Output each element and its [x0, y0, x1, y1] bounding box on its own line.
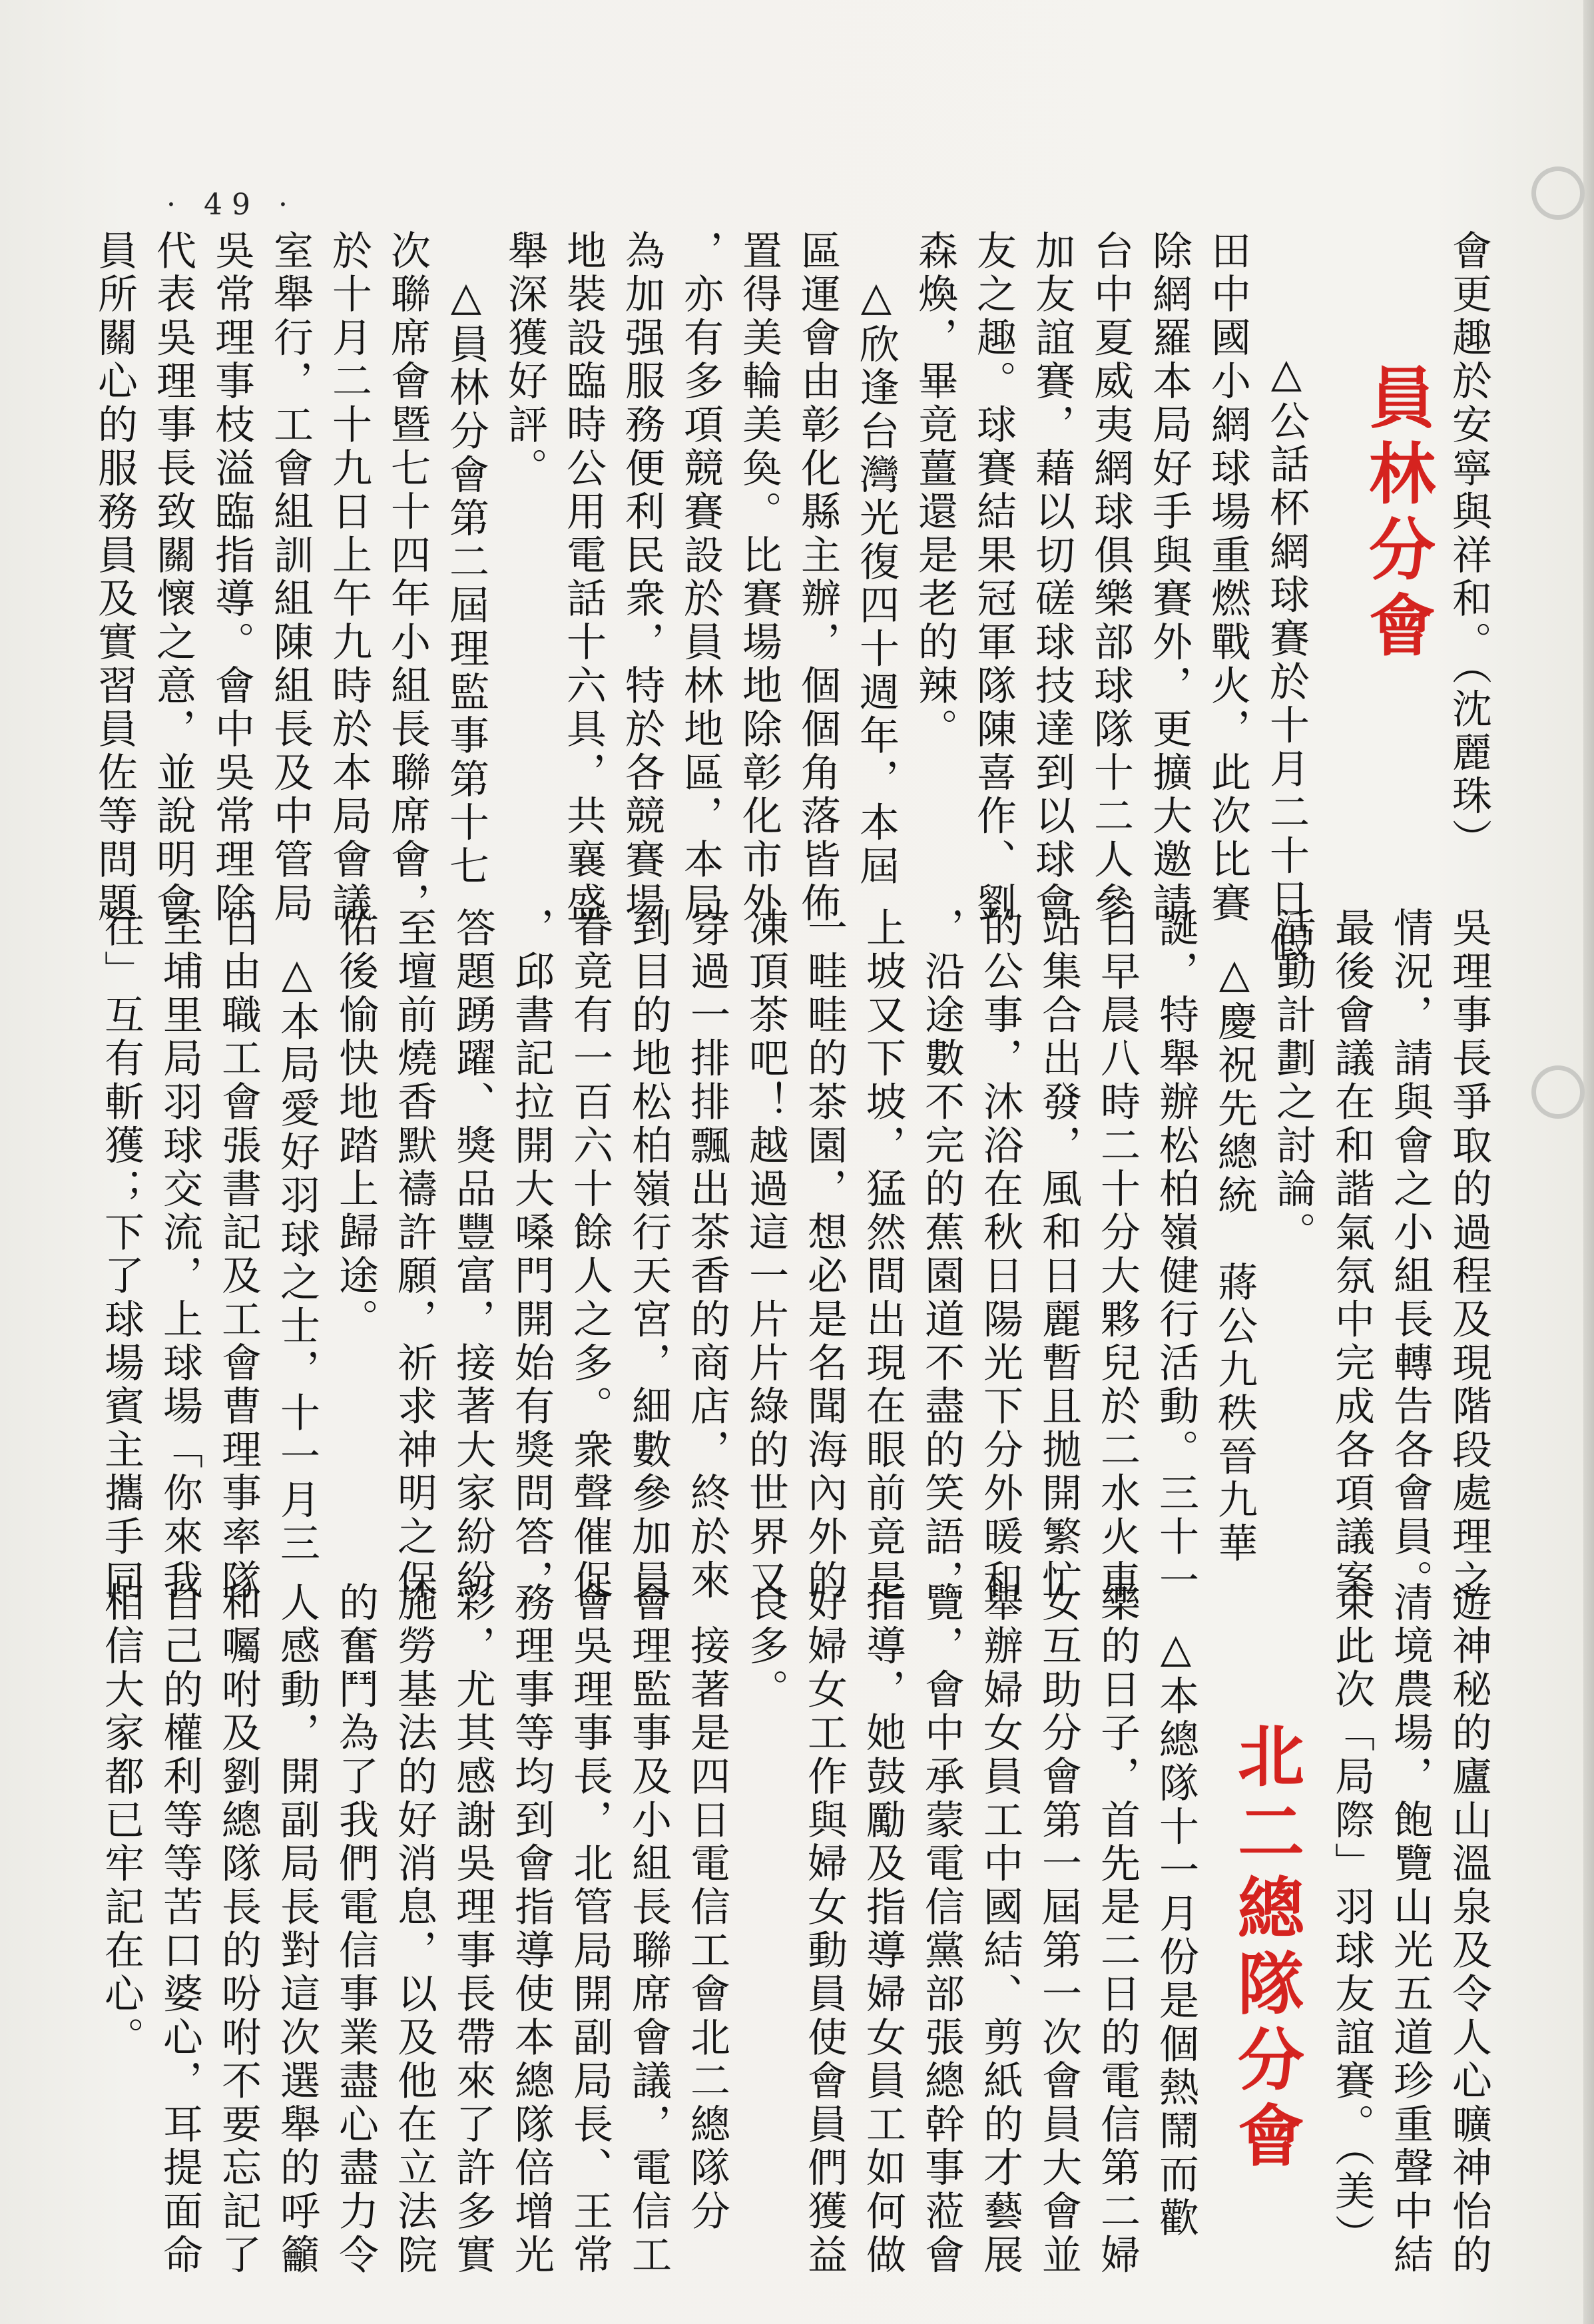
section-heading-north2: 北二總隊分會 [1226, 1721, 1304, 2177]
text-column: 會理監事及小組長聯席會議，電信工 [625, 1582, 672, 2277]
text-column: 接著是四日電信工會北二總隊分 [684, 1582, 730, 2234]
text-column: 遊神秘的廬山溫泉及令人心曠神怡的 [1446, 1582, 1492, 2277]
text-column: 為加强服務便利民衆，特於各競賽場 [619, 230, 665, 926]
text-column: △本總隊十一月份是個熱鬧而歡 [1153, 1582, 1199, 2241]
text-column: 一畦畦的茶園，想必是名聞海內外的 [801, 907, 848, 1603]
text-column: 指導，她鼓勵及指導婦女員工如何做 [860, 1582, 906, 2277]
text-column: 的奮鬥為了我們電信事業盡心盡力令 [332, 1582, 379, 2277]
text-column: 吳理事長爭取的過程及現階段處理之 [1446, 907, 1492, 1603]
text-column: 至壇前燒香默禱許願，祈求神明之保 [391, 907, 437, 1603]
text-column: 最後會議在和諧氣氛中完成各項議案 [1328, 907, 1375, 1603]
text-column: 日由職工會張書記及工會曹理事率隊 [215, 907, 262, 1603]
text-column: 會更趣於安寧與祥和。（沈麗珠） [1446, 230, 1492, 862]
text-column: 台中夏威夷網球俱樂部球隊十二人參 [1087, 230, 1134, 926]
text-column: △公話杯網球賽於十月二十日假 [1263, 306, 1310, 966]
binding-ring [1531, 1065, 1585, 1119]
text-column: 會吳理事長，北管局開副局長、王常 [567, 1582, 613, 2277]
text-column: 彩，尤其感謝吳理事長帶來了許多實 [449, 1582, 496, 2277]
text-column: 自己的權利等等苦口婆心，耳提面命 [156, 1582, 203, 2277]
text-column: 到目的地松柏嶺行天宮，細數參加員 [625, 907, 672, 1603]
text-column: 女互助分會第一屆第一次會員大會並 [1035, 1582, 1082, 2277]
text-column: 室舉行，工會組訓組陳組長及中管局 [267, 230, 314, 926]
text-column: 舉深獲好評。 [501, 230, 548, 491]
text-column: 束此次「局際」羽球友誼賽。（美） [1328, 1582, 1375, 2257]
text-column: 好婦女工作與婦女動員使會員們獲益 [801, 1582, 848, 2277]
text-column: 往」互有斬獲；下了球場賓主攜手同 [98, 907, 144, 1603]
text-column: ，沿途數不完的蕉園道不盡的笑語， [918, 907, 965, 1603]
text-column: 活動計劃之討論。 [1270, 907, 1316, 1255]
text-column: 和囑咐及劉總隊長的吩咐不要忘記了 [215, 1582, 262, 2277]
text-column: △本局愛好羽球之士，十一月三 [274, 907, 320, 1566]
text-column: 良多。 [742, 1582, 789, 1712]
text-column: 舉辦婦女員工中國結、剪紙的才藝展 [977, 1582, 1023, 2277]
text-column: 人感動，開副局長對這次選舉的呼籲 [274, 1582, 320, 2277]
text-column: ，邱書記拉開大嗓門開始有獎問答， [508, 907, 555, 1603]
text-column: 覽，會中承蒙電信黨部張總幹事蒞會 [918, 1582, 965, 2277]
text-column: △欣逢台灣光復四十週年，本屆 [853, 230, 900, 889]
text-column: 施勞基法的好消息，以及他在立法院 [391, 1582, 437, 2277]
text-column: 答題踴躍、獎品豐富，接著大家紛紛 [449, 907, 496, 1603]
page-edge [1583, 0, 1594, 2324]
page-number: · 49 · [166, 188, 297, 222]
text-column: 誕，特舉辦松柏嶺健行活動。三十一 [1153, 907, 1199, 1603]
text-column: △慶祝先總統 蔣公九秩晉九華 [1211, 907, 1258, 1566]
text-column: 員所關心的服務員及實習員佐等問題 [91, 230, 138, 926]
text-column: 代表吳理事長致關懷之意，並說明會 [150, 230, 196, 926]
section-heading-yuanlin: 員林分會 [1358, 363, 1436, 667]
text-column: 情況，請與會之小組長轉告各會員。 [1387, 907, 1434, 1603]
text-column: 區運會由彰化縣主辦，個個角落皆佈 [794, 230, 841, 926]
text-column: 除網羅本局好手與賽外，更擴大邀請 [1146, 230, 1193, 926]
binding-ring [1531, 166, 1585, 220]
text-column: 相信大家都已牢記在心。 [98, 1582, 144, 2060]
text-column: 地裝設臨時公用電話十六具，共襄盛 [560, 230, 607, 926]
text-column: ，亦有多項競賽設於員林地區，本局 [677, 230, 724, 926]
text-column: 友之趣。球賽結果冠軍隊陳喜作、劉 [970, 230, 1017, 926]
text-column: 於十月二十九日上午九時於本局會議 [326, 230, 372, 926]
text-column: 上坡又下坡，猛然間出現在眼前竟是 [860, 907, 906, 1603]
text-column: 樂的日子，首先是二日的電信第二婦 [1094, 1582, 1141, 2277]
text-column: 清境農場，飽覽山光五道珍重聲中結 [1387, 1582, 1434, 2277]
text-column: 凍頂茶吧！越過這一片片綠的世界又 [742, 907, 789, 1603]
text-column: 佑後愉快地踏上歸途。 [332, 907, 379, 1342]
text-column: 穿過一排排飄出茶香的商店，終於來 [684, 907, 730, 1603]
text-column: 次聯席會暨七十四年小組長聯席會， [384, 230, 431, 926]
text-column: 吳常理事枝溢臨指導。會中吳常理除 [208, 230, 255, 926]
text-column: 務理事等均到會指導使本總隊倍增光 [508, 1582, 555, 2277]
text-column: △員林分會第二屆理監事第十七 [443, 230, 489, 889]
text-column: 的公事，沐浴在秋日陽光下分外暖和 [977, 907, 1023, 1603]
text-column: 日早晨八時二十分大夥兒於二水火車 [1094, 907, 1141, 1603]
text-column: 眷竟有一百六十餘人之多。衆聲催促 [567, 907, 613, 1603]
text-column: 置得美輪美奐。比賽場地除彰化市外 [736, 230, 782, 926]
text-column: 田中國小網球場重燃戰火，此次比賽 [1204, 230, 1251, 926]
text-column: 加友誼賽，藉以切磋球技達到以球會 [1029, 230, 1075, 926]
text-column: 至埔里局羽球交流，上球場「你來我 [156, 907, 203, 1603]
text-column: 森煥，畢竟薑還是老的辣。 [912, 230, 958, 752]
text-column: 站集合出發，風和日麗暫且拋開繁忙 [1035, 907, 1082, 1603]
